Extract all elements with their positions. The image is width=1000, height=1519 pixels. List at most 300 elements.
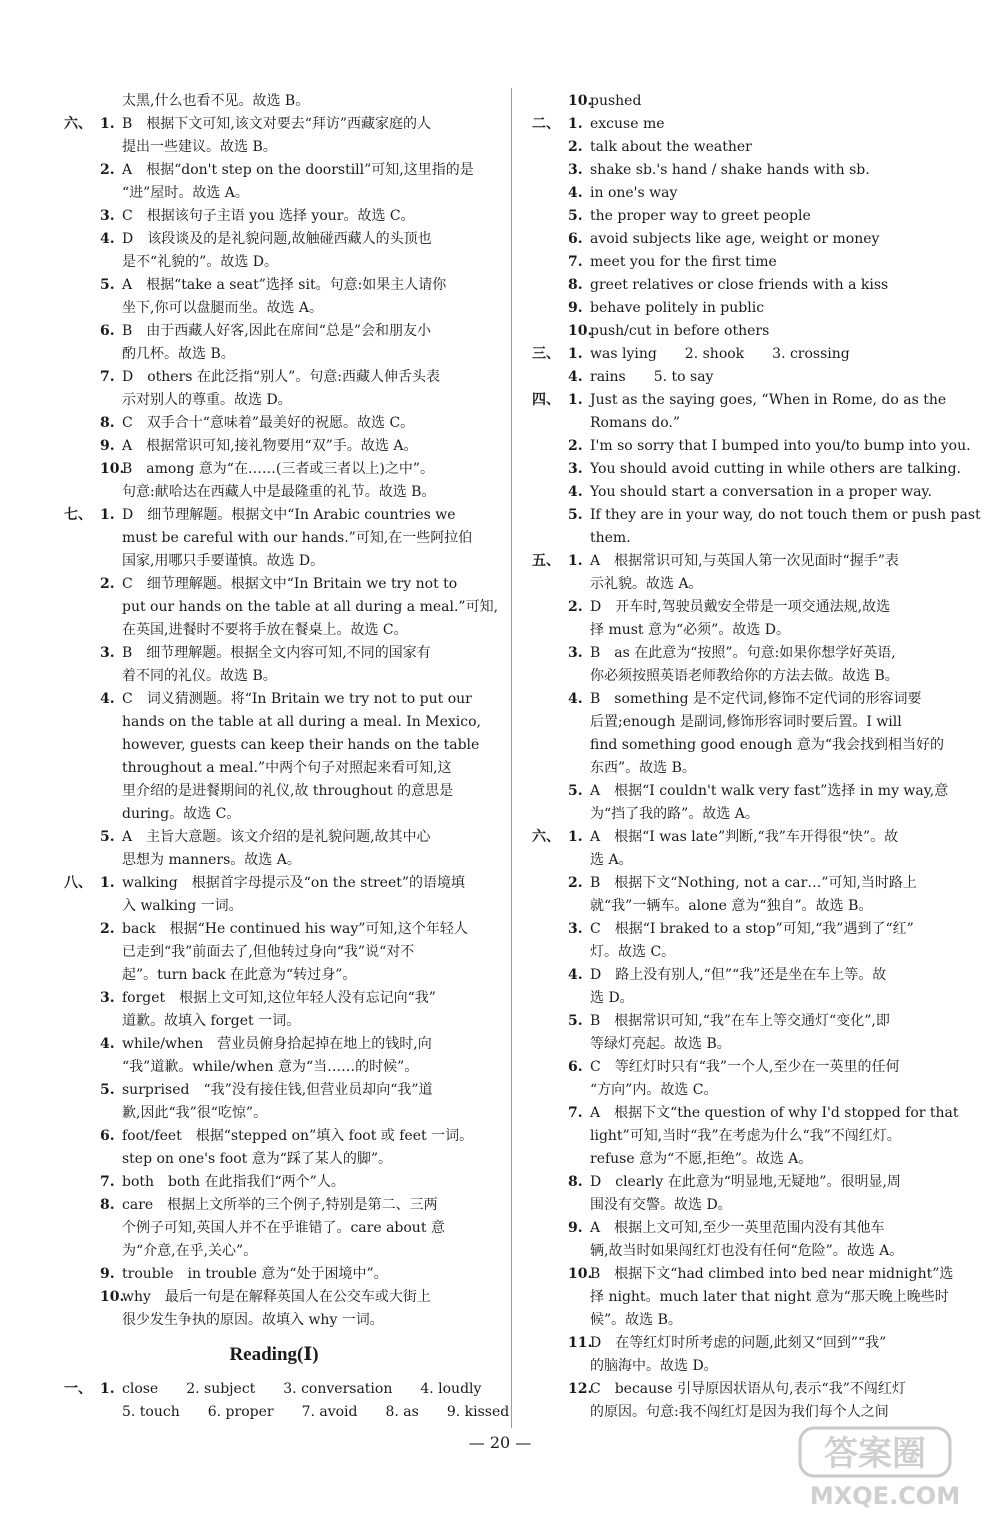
answer-line xyxy=(532,941,962,964)
answer-continuation: 思想为 manners。故选 A。 xyxy=(122,852,301,868)
answer-continuation: 着不同的礼仪。故选 B。 xyxy=(122,668,277,684)
answer-line xyxy=(532,757,962,780)
answer-line xyxy=(532,389,962,412)
answer-line xyxy=(64,159,484,182)
answer-text: B something 是不定代词,修饰不定代词的形容词要 xyxy=(590,691,922,707)
question-number: 1. xyxy=(568,346,583,362)
answer-line xyxy=(64,1010,484,1033)
answer-line xyxy=(64,941,484,964)
question-number: 3. xyxy=(568,461,583,477)
question-number: 1. xyxy=(568,392,583,408)
answer-line xyxy=(64,619,484,642)
answer-line xyxy=(532,1171,962,1194)
answer-continuation: 句意:献哈达在西藏人中是最隆重的礼节。故选 B。 xyxy=(122,484,436,500)
answer-line xyxy=(532,1056,962,1079)
answer-line xyxy=(64,389,484,412)
answer-line xyxy=(532,297,962,320)
answer-text: I'm so sorry that I bumped into you/to bump into you. xyxy=(590,438,971,454)
answer-line xyxy=(64,596,499,619)
question-number: 10. xyxy=(100,1289,125,1305)
question-number: 10. xyxy=(568,1266,593,1282)
answer-continuation: 入 walking 一词。 xyxy=(122,898,243,914)
answer-line xyxy=(64,872,484,895)
section-number: 七、 xyxy=(64,507,92,523)
question-number: 2. xyxy=(568,599,583,615)
answer-line xyxy=(64,1263,484,1286)
answer-line xyxy=(64,665,484,688)
section-number: 一、 xyxy=(64,1381,92,1397)
answer-line xyxy=(532,343,962,366)
answer-line xyxy=(532,274,962,297)
answer-continuation: 的原因。句意:我不闯红灯是因为我们每个人之间 xyxy=(590,1404,889,1420)
answer-continuation: 里介绍的是进餐期间的礼仪,故 throughout 的意思是 xyxy=(122,783,454,799)
answer-text: A 主旨大意题。该文介绍的是礼貌问题,故其中心 xyxy=(122,829,431,845)
answer-line xyxy=(532,159,962,182)
answer-text: A 根据上文可知,至少一英里范围内没有其他车 xyxy=(590,1220,885,1236)
answer-continuation: 提出一些建议。故选 B。 xyxy=(122,139,277,155)
answer-text: A 根据下文“the question of why I'd stopped for that xyxy=(590,1105,959,1121)
answer-line xyxy=(532,780,962,803)
answer-text: B 根据常识可知,“我”在车上等交通灯“变化”,即 xyxy=(590,1013,890,1029)
answer-continuation: 歉,因此“我”很“吃惊”。 xyxy=(122,1105,268,1121)
answer-continuation: 国家,用哪只手要谨慎。故选 D。 xyxy=(122,553,325,569)
answer-line xyxy=(532,1125,962,1148)
question-number: 4. xyxy=(100,231,115,247)
answer-continuation: 你必须按照英语老师教给你的方法去做。故选 B。 xyxy=(590,668,899,684)
question-number: 4. xyxy=(568,369,583,385)
answer-text: D clearly 在此意为“明显地,无疑地”。很明显,周 xyxy=(590,1174,901,1190)
question-number: 5. xyxy=(100,829,115,845)
question-number: 8. xyxy=(568,277,583,293)
answer-line xyxy=(64,1217,484,1240)
answer-line xyxy=(64,1194,484,1217)
answer-line xyxy=(532,1033,962,1056)
answer-line xyxy=(64,1079,484,1102)
page-number: — 20 — xyxy=(468,1433,532,1452)
answer-line xyxy=(532,435,971,458)
answer-continuation: 个例子可知,英国人并不在乎谁错了。care about 意 xyxy=(122,1220,445,1236)
answer-continuation: 选 D。 xyxy=(590,990,634,1006)
answer-line xyxy=(532,918,962,941)
question-number: 1. xyxy=(100,1381,115,1397)
question-number: 6. xyxy=(568,231,583,247)
answer-text: back 根据“He continued his way”可知,这个年轻人 xyxy=(122,921,468,937)
answer-line xyxy=(532,596,962,619)
answer-line xyxy=(64,1286,484,1309)
answer-continuation: 5. touch 6. proper 7. avoid 8. as 9. kissed xyxy=(122,1404,510,1420)
answer-line xyxy=(532,1355,962,1378)
answer-continuation: them. xyxy=(590,530,631,546)
answer-continuation: during。故选 C。 xyxy=(122,806,241,822)
answer-text: C because 引导原因状语从句,表示“我”不闯红灯 xyxy=(590,1381,906,1397)
question-number: 6. xyxy=(100,1128,115,1144)
question-number: 3. xyxy=(100,990,115,1006)
answer-line xyxy=(532,1263,962,1286)
answer-text: C 根据“I braked to a stop”可知,“我”遇到了“红” xyxy=(590,921,914,937)
question-number: 6. xyxy=(100,323,115,339)
question-number: 2. xyxy=(568,875,583,891)
question-number: 10. xyxy=(568,93,593,109)
answer-text: A 根据常识可知,与英国人第一次见面时“握手”表 xyxy=(590,553,899,569)
answer-line xyxy=(64,1378,484,1401)
answer-line xyxy=(64,964,484,987)
section-number: 五、 xyxy=(532,553,560,569)
question-number: 9. xyxy=(100,1266,115,1282)
answer-line xyxy=(64,1171,484,1194)
question-number: 1. xyxy=(100,507,115,523)
answer-line xyxy=(64,1240,484,1263)
answer-line xyxy=(64,803,484,826)
answer-line xyxy=(532,1148,962,1171)
answer-text: push/cut in before others xyxy=(590,323,770,339)
answer-line xyxy=(532,527,962,550)
answer-text: C 根据该句子主语 you 选择 your。故选 C。 xyxy=(122,208,415,224)
question-number: 7. xyxy=(568,254,583,270)
answer-line xyxy=(64,1148,484,1171)
answer-text: in one's way xyxy=(590,185,678,201)
watermark-graphic xyxy=(780,1420,990,1512)
answer-line xyxy=(64,228,484,251)
answer-text: You should avoid cutting in while others are talking. xyxy=(590,461,961,477)
answer-continuation: 在英国,进餐时不要将手放在餐桌上。故选 C。 xyxy=(122,622,408,638)
answer-line xyxy=(532,803,962,826)
question-number: 3. xyxy=(100,208,115,224)
question-number: 1. xyxy=(100,875,115,891)
question-number: 4. xyxy=(568,185,583,201)
answer-text: C 细节理解题。根据文中“In Britain we try not to xyxy=(122,576,458,592)
answer-continuation: 东西”。故选 B。 xyxy=(590,760,696,776)
answer-line xyxy=(64,849,484,872)
question-number: 6. xyxy=(568,1059,583,1075)
answer-text: D 路上没有别人,“但”“我”还是坐在车上等。故 xyxy=(590,967,887,983)
answer-text: forget 根据上文可知,这位年轻人没有忘记向“我” xyxy=(122,990,436,1006)
answer-line xyxy=(532,1010,962,1033)
answer-line xyxy=(532,182,962,205)
answer-line xyxy=(532,665,962,688)
answer-line xyxy=(532,481,962,504)
answer-text: trouble in trouble 意为“处于困境中”。 xyxy=(122,1266,388,1282)
question-number: 4. xyxy=(568,967,583,983)
answer-line xyxy=(64,780,484,803)
answer-line xyxy=(532,711,962,734)
question-number: 7. xyxy=(100,1174,115,1190)
answer-continuation: 围没有交警。故选 D。 xyxy=(590,1197,732,1213)
answer-continuation: 太黑,什么也看不见。故选 B。 xyxy=(122,93,310,109)
answer-continuation: 选 A。 xyxy=(590,852,633,868)
question-number: 7. xyxy=(100,369,115,385)
answer-text: B as 在此意为“按照”。句意:如果你想学好英语, xyxy=(590,645,896,661)
answer-text: Just as the saying goes, “When in Rome, do as the xyxy=(590,392,947,408)
question-number: 5. xyxy=(568,208,583,224)
answer-text: B 细节理解题。根据全文内容可知,不同的国家有 xyxy=(122,645,431,661)
answer-text: why 最后一句是在解释英国人在公交车或大街上 xyxy=(122,1289,431,1305)
watermark-cn: 答案圈 xyxy=(824,1434,926,1474)
answer-line xyxy=(532,228,962,251)
answer-line xyxy=(64,205,484,228)
question-number: 5. xyxy=(100,277,115,293)
answer-line xyxy=(64,297,484,320)
answer-continuation: “方向”内。故选 C。 xyxy=(590,1082,718,1098)
answer-text: care 根据上文所举的三个例子,特别是第二、三两 xyxy=(122,1197,438,1213)
answer-continuation: 是不“礼貌的”。故选 D。 xyxy=(122,254,278,270)
answer-continuation: hands on the table at all during a meal. In Mexico, xyxy=(122,714,481,730)
question-number: 3. xyxy=(568,162,583,178)
answer-line xyxy=(532,573,962,596)
answer-line xyxy=(64,918,484,941)
answer-line xyxy=(64,435,484,458)
answer-continuation: “我”道歉。while/when 意为“当……的时候”。 xyxy=(122,1059,419,1075)
answer-text: B 根据下文“Nothing, not a car…”可知,当时路上 xyxy=(590,875,917,891)
answer-continuation: light”可知,当时“我”在考虑为什么“我”不闯红灯。 xyxy=(590,1128,901,1144)
answer-line xyxy=(64,987,484,1010)
answer-text: C 词义猜测题。将“In Britain we try not to put our xyxy=(122,691,472,707)
answer-line xyxy=(532,1286,962,1309)
answer-text: pushed xyxy=(590,93,642,109)
answer-continuation: 就“我”一辆车。alone 意为“独自”。故选 B。 xyxy=(590,898,873,914)
question-number: 2. xyxy=(100,576,115,592)
answer-line xyxy=(64,895,484,918)
question-number: 10. xyxy=(100,461,125,477)
answer-text: walking 根据首字母提示及“on the street”的语境填 xyxy=(122,875,466,891)
answer-line xyxy=(532,136,962,159)
answer-text: behave politely in public xyxy=(590,300,765,316)
answer-text: D 在等红灯时所考虑的问题,此刻又“回到”“我” xyxy=(590,1335,887,1351)
question-number: 7. xyxy=(568,1105,583,1121)
answer-line xyxy=(532,964,962,987)
answer-line xyxy=(64,90,484,113)
question-number: 5. xyxy=(568,1013,583,1029)
answer-text: D 开车时,驾驶员戴安全带是一项交通法规,故选 xyxy=(590,599,891,615)
answer-line xyxy=(532,734,962,757)
answer-continuation: refuse 意为“不愿,拒绝”。故选 A。 xyxy=(590,1151,813,1167)
answer-text: foot/feet 根据“stepped on”填入 foot 或 feet 一词。 xyxy=(122,1128,474,1144)
answer-line xyxy=(64,1401,510,1424)
answer-text: D 该段谈及的是礼貌问题,故触碰西藏人的头顶也 xyxy=(122,231,432,247)
answer-continuation: 后置;enough 是副词,修饰形容词时要后置。I will xyxy=(590,714,902,730)
question-number: 4. xyxy=(100,691,115,707)
answer-line xyxy=(64,182,484,205)
answer-text: surprised “我”没有接住钱,但营业员却向“我”道 xyxy=(122,1082,433,1098)
question-number: 5. xyxy=(568,507,583,523)
answer-text: C 等红灯时只有“我”一个人,至少在一英里的任何 xyxy=(590,1059,900,1075)
answer-line xyxy=(532,688,962,711)
answer-text: D 细节理解题。根据文中“In Arabic countries we xyxy=(122,507,456,523)
answer-line xyxy=(532,895,962,918)
answer-line xyxy=(64,688,484,711)
answer-line xyxy=(64,826,484,849)
answer-line xyxy=(64,481,484,504)
section-number: 八、 xyxy=(64,875,92,891)
answer-line xyxy=(532,251,962,274)
answer-continuation: 等绿灯亮起。故选 B。 xyxy=(590,1036,731,1052)
question-number: 10. xyxy=(568,323,593,339)
answer-line xyxy=(64,412,484,435)
answer-line xyxy=(532,412,962,435)
question-number: 2. xyxy=(568,438,583,454)
answer-line xyxy=(64,1125,484,1148)
answer-line xyxy=(532,320,962,343)
answer-text: B 由于西藏人好客,因此在席间“总是”会和朋友小 xyxy=(122,323,432,339)
answer-text: A 根据“don't step on the doorstill”可知,这里指的是 xyxy=(122,162,474,178)
question-number: 4. xyxy=(568,691,583,707)
watermark-en: MXQE.COM xyxy=(809,1482,961,1510)
answer-continuation: 坐下,你可以盘腿而坐。故选 A。 xyxy=(122,300,324,316)
answer-continuation: 示礼貌。故选 A。 xyxy=(590,576,703,592)
section-number: 三、 xyxy=(532,346,560,362)
answer-line xyxy=(64,1102,484,1125)
answer-line xyxy=(64,113,484,136)
column-divider xyxy=(511,88,512,1428)
answer-line xyxy=(532,550,962,573)
answer-line xyxy=(532,619,962,642)
answer-text: the proper way to greet people xyxy=(590,208,811,224)
section-number: 六、 xyxy=(64,116,92,132)
question-number: 8. xyxy=(100,1197,115,1213)
answer-line xyxy=(532,872,962,895)
answer-continuation: “进”屋时。故选 A。 xyxy=(122,185,249,201)
question-number: 2. xyxy=(100,921,115,937)
left-answer-column xyxy=(64,90,510,1424)
answer-continuation: Romans do.” xyxy=(590,415,680,431)
answer-text: If they are in your way, do not touch them or push past xyxy=(590,507,981,523)
answer-line xyxy=(64,136,484,159)
question-number: 4. xyxy=(568,484,583,500)
answer-line xyxy=(532,849,962,872)
answer-line xyxy=(532,1309,962,1332)
answer-text: B among 意为“在……(三者或三者以上)之中”。 xyxy=(122,461,435,477)
answer-line xyxy=(64,642,484,665)
answer-line xyxy=(64,251,484,274)
section-number: 二、 xyxy=(532,116,560,132)
answer-continuation: 起”。turn back 在此意为“转过身”。 xyxy=(122,967,357,983)
answer-line xyxy=(532,1240,962,1263)
answer-line xyxy=(64,573,484,596)
answer-continuation: 灯。故选 C。 xyxy=(590,944,676,960)
answer-continuation: throughout a meal.”中两个句子对照起来看可知,这 xyxy=(122,760,452,776)
answer-line xyxy=(64,734,484,757)
answer-line xyxy=(64,757,484,780)
answer-line xyxy=(532,205,962,228)
answer-line xyxy=(532,826,962,849)
answer-text: excuse me xyxy=(590,116,665,132)
answer-text: greet relatives or close friends with a kiss xyxy=(590,277,889,293)
section-heading: Reading(Ⅰ) xyxy=(229,1344,319,1365)
answer-line xyxy=(64,320,484,343)
question-number: 9. xyxy=(100,438,115,454)
answer-line xyxy=(532,1079,962,1102)
answer-text: A 根据“take a seat”选择 sit。句意:如果主人请你 xyxy=(122,277,447,293)
answer-text: A 根据“I couldn't walk very fast”选择 in my way,意 xyxy=(590,783,949,799)
answer-text: close 2. subject 3. conversation 4. loudly xyxy=(122,1381,482,1397)
question-number: 8. xyxy=(100,415,115,431)
answer-continuation: 为“挡了我的路”。故选 A。 xyxy=(590,806,759,822)
answer-line xyxy=(64,504,484,527)
answer-text: A 根据“I was late”判断,“我”车开得很“快”。故 xyxy=(590,829,899,845)
question-number: 3. xyxy=(568,645,583,661)
answer-continuation: must be careful with our hands.”可知,在一些阿拉伯 xyxy=(122,530,473,546)
question-number: 3. xyxy=(568,921,583,937)
answer-text: B 根据下文可知,该文对要去“拜访”西藏家庭的人 xyxy=(122,116,432,132)
question-number: 2. xyxy=(100,162,115,178)
answer-line xyxy=(532,1194,962,1217)
question-number: 9. xyxy=(568,300,583,316)
answer-text: rains 5. to say xyxy=(590,369,714,385)
answer-continuation: however, guests can keep their hands on the table xyxy=(122,737,480,753)
answer-continuation: step on one's foot 意为“踩了某人的脚”。 xyxy=(122,1151,393,1167)
answer-text: talk about the weather xyxy=(590,139,752,155)
answer-text: meet you for the first time xyxy=(590,254,777,270)
answer-line xyxy=(64,550,484,573)
answer-line xyxy=(532,90,962,113)
answer-line xyxy=(532,504,981,527)
answer-text: You should start a conversation in a proper way. xyxy=(590,484,932,500)
answer-line xyxy=(532,987,962,1010)
answer-text: shake sb.'s hand / shake hands with sb. xyxy=(590,162,870,178)
answer-continuation: 辆,故当时如果闯红灯也没有任何“危险”。故选 A。 xyxy=(590,1243,904,1259)
question-number: 1. xyxy=(100,116,115,132)
answer-text: while/when 营业员俯身拾起掉在地上的钱时,向 xyxy=(122,1036,432,1052)
answer-text: A 根据常识可知,接礼物要用“双”手。故选 A。 xyxy=(122,438,418,454)
answer-line xyxy=(64,527,484,550)
answer-line xyxy=(532,458,962,481)
answer-line xyxy=(64,343,484,366)
answer-line xyxy=(64,1309,484,1332)
answer-line xyxy=(532,1332,962,1355)
answer-continuation: 择 must 意为“必须”。故选 D。 xyxy=(590,622,790,638)
question-number: 11. xyxy=(568,1335,593,1351)
answer-line xyxy=(64,711,484,734)
answer-continuation: 的脑海中。故选 D。 xyxy=(590,1358,718,1374)
answer-line xyxy=(532,642,962,665)
answer-line xyxy=(64,1056,484,1079)
answer-line xyxy=(532,366,962,389)
answer-text: D others 在此泛指“别人”。句意:西藏人伸舌头表 xyxy=(122,369,440,385)
answer-line xyxy=(64,274,484,297)
answer-text: C 双手合十“意味着”最美好的祝愿。故选 C。 xyxy=(122,415,415,431)
answer-line xyxy=(532,1102,962,1125)
answer-continuation: 为“介意,在乎,关心”。 xyxy=(122,1243,258,1259)
answer-continuation: 酌几杯。故选 B。 xyxy=(122,346,235,362)
answer-continuation: put our hands on the table at all during a meal.”可知, xyxy=(122,599,499,615)
right-answer-column xyxy=(532,90,981,1424)
question-number: 3. xyxy=(100,645,115,661)
section-number: 四、 xyxy=(532,392,560,408)
answer-continuation: 很少发生争执的原因。故填入 why 一词。 xyxy=(122,1312,384,1328)
answer-line xyxy=(64,458,484,481)
answer-line xyxy=(532,1378,962,1401)
answer-text: was lying 2. shook 3. crossing xyxy=(590,346,850,362)
answer-line xyxy=(64,1033,484,1056)
answer-text: both both 在此指我们“两个”人。 xyxy=(122,1174,345,1190)
answer-continuation: find something good enough 意为“我会找到相当好的 xyxy=(590,737,945,753)
question-number: 5. xyxy=(568,783,583,799)
answer-continuation: 道歉。故填入 forget 一词。 xyxy=(122,1013,301,1029)
answer-continuation: 示对别人的尊重。故选 D。 xyxy=(122,392,292,408)
question-number: 5. xyxy=(100,1082,115,1098)
answer-continuation: 择 night。much later that night 意为“那天晚上晚些时 xyxy=(590,1289,949,1305)
answer-continuation: 已走到“我”前面去了,但他转过身向“我”说“对不 xyxy=(122,944,415,960)
answer-text: avoid subjects like age, weight or money xyxy=(590,231,880,247)
question-number: 8. xyxy=(568,1174,583,1190)
question-number: 1. xyxy=(568,829,583,845)
question-number: 1. xyxy=(568,553,583,569)
answer-line xyxy=(532,1217,962,1240)
question-number: 9. xyxy=(568,1220,583,1236)
answer-text: B 根据下文“had climbed into bed near midnight”选 xyxy=(590,1266,954,1282)
section-number: 六、 xyxy=(532,829,560,845)
question-number: 12. xyxy=(568,1381,593,1397)
question-number: 1. xyxy=(568,116,583,132)
